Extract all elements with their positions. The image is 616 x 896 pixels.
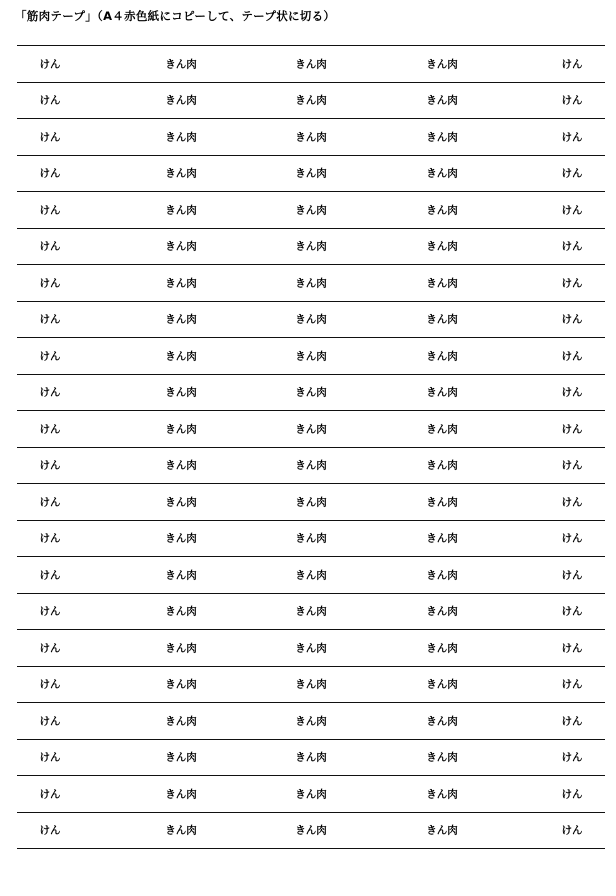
muscle-label: きん肉 <box>165 569 197 582</box>
muscle-label: きん肉 <box>295 751 327 764</box>
muscle-label: きん肉 <box>165 788 197 801</box>
muscle-label: きん肉 <box>426 496 458 509</box>
tendon-label: けん <box>561 459 583 472</box>
tape-row <box>17 557 605 594</box>
tendon-label: けん <box>39 715 61 728</box>
tape-row <box>17 156 605 193</box>
tape-row <box>17 411 605 448</box>
muscle-label: きん肉 <box>426 569 458 582</box>
muscle-label: きん肉 <box>426 788 458 801</box>
tendon-label: けん <box>39 350 61 363</box>
tendon-label: けん <box>561 788 583 801</box>
tendon-label: けん <box>561 496 583 509</box>
tendon-label: けん <box>561 605 583 618</box>
muscle-label: きん肉 <box>165 715 197 728</box>
tendon-label: けん <box>39 167 61 180</box>
muscle-label: きん肉 <box>165 167 197 180</box>
tape-row <box>17 740 605 777</box>
muscle-label: きん肉 <box>165 496 197 509</box>
tendon-label: けん <box>39 605 61 618</box>
tendon-label: けん <box>561 240 583 253</box>
tape-row <box>17 46 605 83</box>
tendon-label: けん <box>561 824 583 837</box>
muscle-label: きん肉 <box>426 350 458 363</box>
tape-row <box>17 265 605 302</box>
muscle-label: きん肉 <box>165 532 197 545</box>
tape-row <box>17 776 605 813</box>
muscle-label: きん肉 <box>165 240 197 253</box>
tendon-label: けん <box>39 569 61 582</box>
tendon-label: けん <box>561 131 583 144</box>
tendon-label: けん <box>561 751 583 764</box>
tendon-label: けん <box>39 94 61 107</box>
tendon-label: けん <box>561 715 583 728</box>
muscle-label: きん肉 <box>426 532 458 545</box>
muscle-label: きん肉 <box>295 240 327 253</box>
tape-row <box>17 484 605 521</box>
tape-row <box>17 703 605 740</box>
muscle-label: きん肉 <box>165 277 197 290</box>
muscle-label: きん肉 <box>295 94 327 107</box>
muscle-label: きん肉 <box>165 423 197 436</box>
muscle-label: きん肉 <box>426 313 458 326</box>
tendon-label: けん <box>561 277 583 290</box>
muscle-label: きん肉 <box>165 678 197 691</box>
tendon-label: けん <box>39 642 61 655</box>
muscle-label: きん肉 <box>295 532 327 545</box>
muscle-label: きん肉 <box>165 350 197 363</box>
muscle-label: きん肉 <box>426 131 458 144</box>
tendon-label: けん <box>39 313 61 326</box>
muscle-label: きん肉 <box>295 642 327 655</box>
muscle-label: きん肉 <box>426 715 458 728</box>
muscle-label: きん肉 <box>426 277 458 290</box>
tendon-label: けん <box>39 788 61 801</box>
tape-row <box>17 375 605 412</box>
tape-row <box>17 302 605 339</box>
muscle-label: きん肉 <box>165 94 197 107</box>
muscle-label: きん肉 <box>295 350 327 363</box>
page-heading: 「筋肉テープ」（A４赤色紙にコピーして、テープ状に切る） <box>15 9 336 23</box>
tape-row <box>17 630 605 667</box>
muscle-label: きん肉 <box>426 824 458 837</box>
tape-row <box>17 448 605 485</box>
muscle-label: きん肉 <box>295 496 327 509</box>
tendon-label: けん <box>39 751 61 764</box>
tape-row <box>17 667 605 704</box>
muscle-label: きん肉 <box>426 58 458 71</box>
tendon-label: けん <box>39 496 61 509</box>
muscle-label: きん肉 <box>165 313 197 326</box>
muscle-label: きん肉 <box>426 423 458 436</box>
tendon-label: けん <box>561 350 583 363</box>
tendon-label: けん <box>39 532 61 545</box>
tape-row <box>17 83 605 120</box>
muscle-label: きん肉 <box>295 569 327 582</box>
tendon-label: けん <box>561 204 583 217</box>
tendon-label: けん <box>39 678 61 691</box>
tape-row <box>17 521 605 558</box>
muscle-label: きん肉 <box>165 751 197 764</box>
muscle-label: きん肉 <box>165 131 197 144</box>
muscle-label: きん肉 <box>295 715 327 728</box>
muscle-label: きん肉 <box>165 642 197 655</box>
tape-row <box>17 813 605 850</box>
tape-row <box>17 338 605 375</box>
muscle-label: きん肉 <box>426 459 458 472</box>
tendon-label: けん <box>561 532 583 545</box>
tape-row <box>17 192 605 229</box>
tendon-label: けん <box>561 313 583 326</box>
tendon-label: けん <box>39 386 61 399</box>
muscle-label: きん肉 <box>426 642 458 655</box>
tendon-label: けん <box>561 642 583 655</box>
muscle-label: きん肉 <box>295 605 327 618</box>
muscle-label: きん肉 <box>295 459 327 472</box>
tendon-label: けん <box>561 386 583 399</box>
tendon-label: けん <box>561 678 583 691</box>
tendon-label: けん <box>39 423 61 436</box>
muscle-label: きん肉 <box>295 131 327 144</box>
muscle-label: きん肉 <box>295 167 327 180</box>
muscle-label: きん肉 <box>295 204 327 217</box>
tendon-label: けん <box>39 131 61 144</box>
tendon-label: けん <box>39 240 61 253</box>
tape-row <box>17 229 605 266</box>
tendon-label: けん <box>561 167 583 180</box>
muscle-label: きん肉 <box>295 423 327 436</box>
muscle-label: きん肉 <box>295 313 327 326</box>
muscle-label: きん肉 <box>165 204 197 217</box>
muscle-label: きん肉 <box>165 824 197 837</box>
muscle-label: きん肉 <box>426 751 458 764</box>
muscle-label: きん肉 <box>165 605 197 618</box>
muscle-label: きん肉 <box>165 386 197 399</box>
muscle-label: きん肉 <box>426 386 458 399</box>
muscle-label: きん肉 <box>295 58 327 71</box>
muscle-label: きん肉 <box>426 94 458 107</box>
muscle-label: きん肉 <box>165 58 197 71</box>
tendon-label: けん <box>39 459 61 472</box>
muscle-label: きん肉 <box>295 678 327 691</box>
tendon-label: けん <box>561 569 583 582</box>
tape-row <box>17 594 605 631</box>
muscle-label: きん肉 <box>165 459 197 472</box>
tendon-label: けん <box>561 94 583 107</box>
tape-table <box>17 45 605 849</box>
muscle-label: きん肉 <box>426 240 458 253</box>
muscle-label: きん肉 <box>426 167 458 180</box>
tendon-label: けん <box>561 423 583 436</box>
tendon-label: けん <box>39 204 61 217</box>
muscle-label: きん肉 <box>426 678 458 691</box>
muscle-label: きん肉 <box>426 204 458 217</box>
tendon-label: けん <box>39 824 61 837</box>
tape-row <box>17 119 605 156</box>
tendon-label: けん <box>561 58 583 71</box>
muscle-label: きん肉 <box>295 386 327 399</box>
tendon-label: けん <box>39 277 61 290</box>
muscle-label: きん肉 <box>295 277 327 290</box>
tendon-label: けん <box>39 58 61 71</box>
muscle-label: きん肉 <box>426 605 458 618</box>
muscle-label: きん肉 <box>295 824 327 837</box>
muscle-label: きん肉 <box>295 788 327 801</box>
